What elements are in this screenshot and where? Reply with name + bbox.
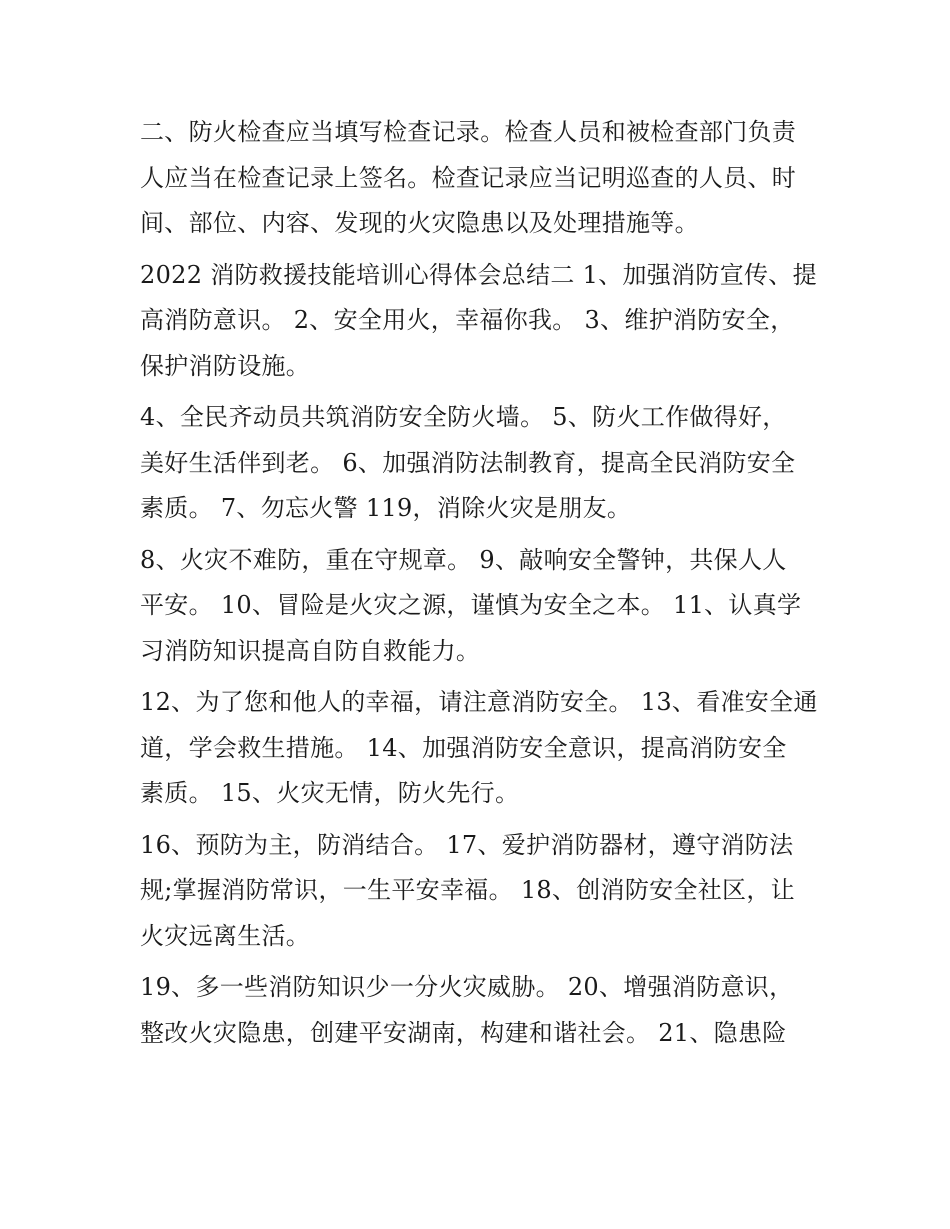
paragraph-slogans-12-15 xyxy=(140,680,820,817)
paragraph-slogans-8-11 xyxy=(140,538,820,675)
text-line: 12、为了您和他人的幸福，请注意消防安全。 13、看准安全通 xyxy=(140,688,818,716)
text-line: 火灾远离生活。 xyxy=(140,921,311,950)
text-line: 习消防知识提高自防自救能力。 xyxy=(140,636,481,665)
paragraph-slogans-4-7 xyxy=(140,395,820,532)
text-line: 道，学会救生措施。 14、加强消防安全意识，提高消防安全 xyxy=(140,733,787,762)
text-line: 间、部位、内容、发现的火灾隐患以及处理措施等。 xyxy=(140,209,699,237)
text-line: 人应当在检查记录上签名。检查记录应当记明巡查的人员、时 xyxy=(140,163,797,192)
text-line: 19、多一些消防知识少一分火灾威胁。 20、增强消防意识， xyxy=(140,973,794,1001)
paragraph-slogans-16-18 xyxy=(140,823,820,960)
text-line: 整改火灾隐患，创建平安湖南，构建和谐社会。 21、隐患险 xyxy=(140,1018,787,1047)
document-body xyxy=(140,110,820,1062)
text-line: 高消防意识。 2、安全用火，幸福你我。 3、维护消防安全， xyxy=(140,306,795,334)
text-line: 8、火灾不难防，重在守规章。 9、敲响安全警钟，共保人人 xyxy=(140,545,787,574)
text-line: 素质。 7、勿忘火警 119，消除火灾是朋友。 xyxy=(140,494,632,522)
text-line: 保护消防设施。 xyxy=(140,351,311,380)
text-line: 二、防火检查应当填写检查记录。检查人员和被检查部门负责 xyxy=(140,118,797,146)
text-line: 素质。 15、火灾无情，防火先行。 xyxy=(140,779,520,807)
text-line: 16、预防为主，防消结合。 17、爱护消防器材，遵守消防法 xyxy=(140,830,794,859)
paragraph-slogans-19-21 xyxy=(140,965,820,1056)
text-line: 平安。 10、冒险是火灾之源，谨慎为安全之本。 11、认真学 xyxy=(140,591,802,619)
paragraph-fire-inspection-record xyxy=(140,110,820,247)
text-line: 美好生活伴到老。 6、加强消防法制教育，提高全民消防安全 xyxy=(140,448,796,477)
text-line: 规;掌握消防常识，一生平安幸福。 18、创消防安全社区，让 xyxy=(140,876,795,904)
text-line: 4、全民齐动员共筑消防安全防火墙。 5、防火工作做得好， xyxy=(140,403,787,431)
paragraph-training-summary-intro xyxy=(140,253,820,390)
text-line: 2022 消防救援技能培训心得体会总结二 1、加强消防宣传、提 xyxy=(140,260,817,289)
